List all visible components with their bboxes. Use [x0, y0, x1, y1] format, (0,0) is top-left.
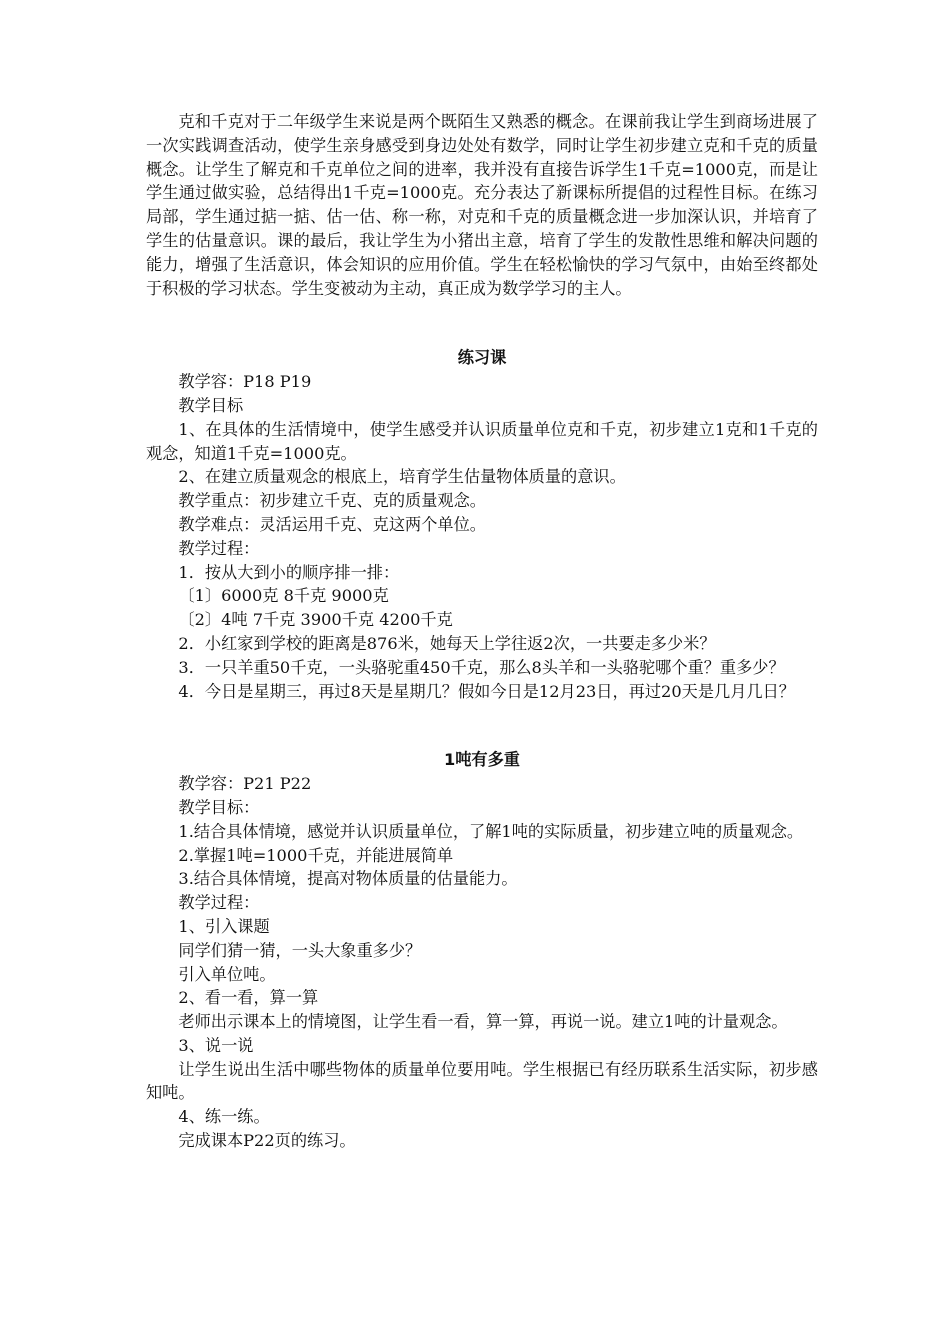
line-exercise-1a: 〔1〕6000克 8千克 9000克: [178, 586, 389, 606]
intro-paragraph: 克和千克对于二年级学生来说是两个既陌生又熟悉的概念。在课前我让学生到商场进展了一次实践调查活动，使学生亲身感受到身边处处有数学，同时让学生初步建立克和千克的质量概念。让学生了解克和千克单位之间的进率，我并没有直接告诉学生1千克=1000克，而是让学生通过做实验，总结得出1千克=1000克。充分表达了新课标所提倡的过程性目标。在练习局部，学生通过掂一掂、估一估、称一称，对克和千克的质量概念进一步加深认识，并培育了学生的估量意识。课的最后，我让学生为小猪出主意，培育了学生的发散性思维和解决问题的能力，增强了生活意识，体会知识的应用价值。学生在轻松愉快的学习气氛中，由始至终都处于积极的学习状态。学生变被动为主动，真正成为数学学习的主人。: [146, 112, 818, 298]
line-step-4: 4、练一练。: [178, 1107, 270, 1127]
line-goal-1: 1、在具体的生活情境中，使学生感受并认识质量单位克和千克，初步建立1克和1千克的观念，知道1千克=1000克。: [146, 419, 818, 463]
section-title-practice: 练习课: [457, 348, 507, 368]
line-goals-heading: 教学目标: [178, 395, 244, 415]
line-step-3-text: 让学生说出生活中哪些物体的质量单位要用吨。学生根据已有经历联系生活实际，初步感知吨。: [146, 1059, 818, 1103]
line-step-1-text: 同学们猜一猜，一头大象重多少？: [178, 940, 422, 960]
section-title-one-ton: 1吨有多重: [443, 750, 520, 770]
line-goal-2: 2、在建立质量观念的根底上，培育学生估量物体质量的意识。: [178, 467, 626, 487]
line-step-1-note: 引入单位吨。: [178, 964, 276, 984]
line-difficulty: 教学难点：灵活运用千克、克这两个单位。: [178, 514, 486, 534]
line-goal-2: 2.掌握1吨=1000千克，并能进展简单: [178, 845, 454, 865]
line-process-heading: 教学过程：: [178, 538, 260, 558]
line-step-3: 3、说一说: [178, 1035, 254, 1055]
line-exercise-3: 3．一只羊重50千克，一头骆驼重450千克，那么8头羊和一头骆驼哪个重？重多少？: [178, 657, 785, 677]
line-content: 教学容：P21 P22: [178, 774, 312, 794]
line-key-point: 教学重点：初步建立千克、克的质量观念。: [178, 491, 486, 511]
line-content: 教学容：P18 P19: [178, 372, 312, 392]
line-exercise-4: 4．今日是星期三，再过8天是星期几？假如今日是12月23日，再过20天是几月几日？: [178, 681, 795, 701]
line-step-1: 1、引入课题: [178, 916, 270, 936]
line-step-2: 2、看一看，算一算: [178, 988, 319, 1008]
document-page: [146, 110, 818, 1153]
line-exercise-1: 1．按从大到小的顺序排一排：: [178, 562, 400, 582]
line-exercise-1b: 〔2〕4吨 7千克 3900千克 4200千克: [178, 610, 453, 630]
line-goal-3: 3.结合具体情境，提高对物体质量的估量能力。: [178, 869, 518, 889]
line-step-2-text: 老师出示课本上的情境图，让学生看一看，算一算，再说一说。建立1吨的计量观念。: [178, 1012, 788, 1032]
line-goal-1: 1.结合具体情境，感觉并认识质量单位，了解1吨的实际质量，初步建立吨的质量观念。: [178, 821, 804, 841]
spacer: [146, 703, 818, 748]
line-step-4-text: 完成课本P22页的练习。: [178, 1131, 356, 1151]
line-exercise-2: 2．小红家到学校的距离是876米，她每天上学往返2次，一共要走多少米？: [178, 633, 716, 653]
line-goals-heading: 教学目标：: [178, 797, 260, 817]
spacer: [146, 300, 818, 346]
line-process-heading: 教学过程：: [178, 893, 260, 913]
